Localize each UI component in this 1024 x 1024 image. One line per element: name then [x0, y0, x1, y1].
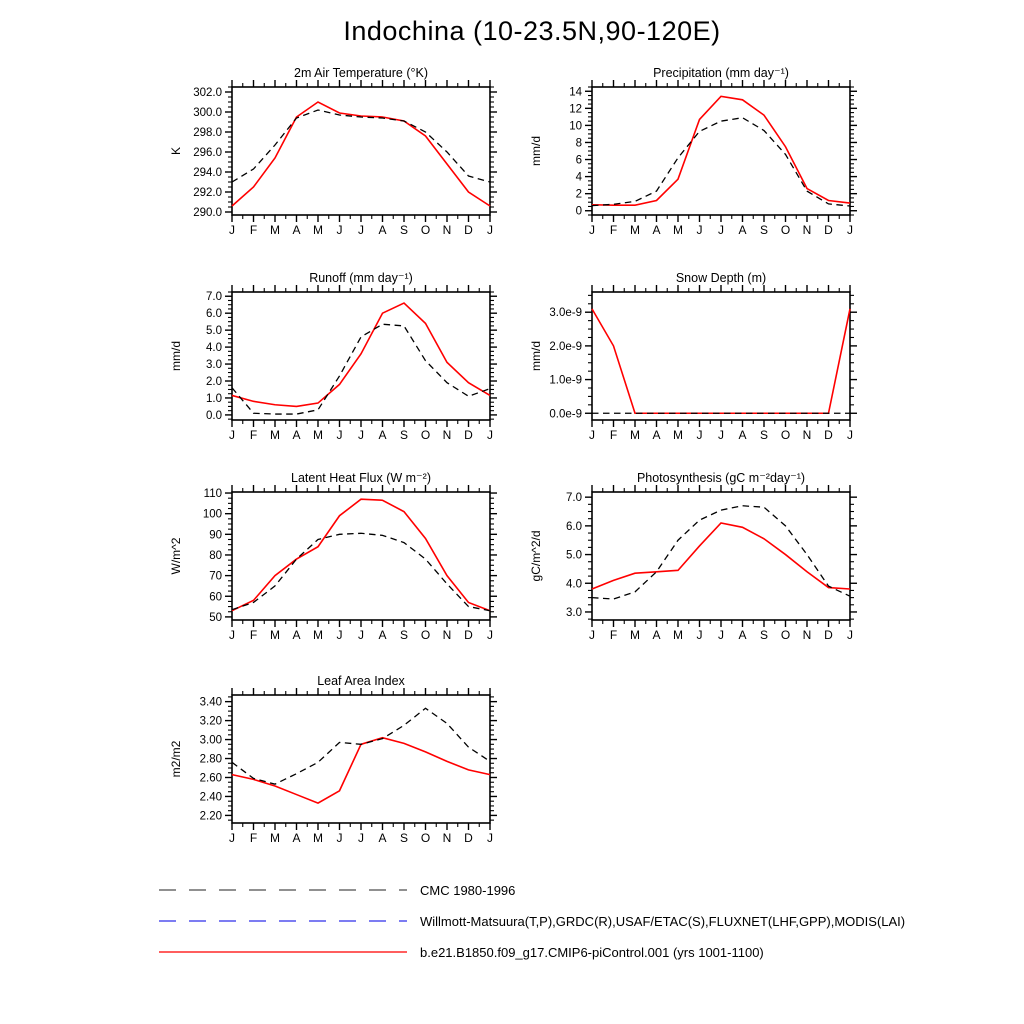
obs-series-line [232, 533, 490, 610]
panel-air-temperature [160, 63, 505, 245]
precipitation-chart [520, 63, 865, 245]
chart-title: Latent Heat Flux (W m⁻²) [291, 471, 431, 485]
svg-text:F: F [609, 428, 618, 442]
svg-text:J: J [696, 223, 703, 237]
axis-ticks [225, 80, 497, 222]
air-temperature-chart [160, 63, 505, 245]
svg-text:A: A [292, 831, 301, 845]
svg-text:M: M [313, 428, 323, 442]
svg-text:D: D [464, 628, 473, 642]
svg-text:4: 4 [575, 171, 582, 184]
leaf-area-index-chart [160, 671, 505, 853]
dashed-line-swatch [158, 887, 408, 893]
svg-text:N: N [442, 428, 452, 442]
svg-text:F: F [249, 223, 258, 237]
svg-text:14: 14 [569, 86, 582, 99]
model-series-line [592, 523, 850, 589]
model-series-line [232, 738, 490, 803]
model-series-line [232, 303, 490, 406]
y-tick-labels [549, 307, 582, 420]
svg-text:110: 110 [203, 488, 222, 501]
svg-text:3.0: 3.0 [566, 606, 582, 619]
plot-frame [592, 87, 850, 215]
svg-text:N: N [802, 628, 812, 642]
y-tick-labels [200, 697, 222, 823]
svg-text:D: D [464, 831, 473, 845]
latent-heat-flux-chart [160, 468, 505, 650]
svg-text:0.0e-9: 0.0e-9 [549, 408, 582, 421]
y-tick-labels [566, 492, 582, 619]
svg-text:2.80: 2.80 [199, 753, 222, 766]
svg-text:D: D [464, 223, 473, 237]
y-axis-label: gC/m^2/d [529, 530, 543, 582]
legend-item-cmc [158, 880, 1018, 900]
svg-text:O: O [780, 628, 791, 642]
x-tick-labels [589, 223, 853, 237]
svg-text:2.0: 2.0 [206, 376, 222, 389]
axis-ticks [585, 285, 857, 427]
plot-frame [232, 695, 490, 823]
chart-title: 2m Air Temperature (°K) [294, 66, 428, 80]
svg-text:3.40: 3.40 [199, 696, 222, 709]
svg-text:3.00: 3.00 [199, 734, 222, 747]
dashed-line-swatch [158, 918, 408, 924]
svg-text:J: J [229, 628, 235, 642]
svg-text:7.0: 7.0 [206, 291, 222, 304]
svg-text:2.20: 2.20 [199, 810, 222, 823]
svg-text:M: M [673, 628, 683, 642]
svg-text:S: S [759, 628, 769, 642]
svg-text:294.0: 294.0 [193, 167, 222, 179]
svg-text:D: D [824, 628, 833, 642]
svg-text:J: J [229, 831, 235, 845]
panel-leaf-area-index [160, 671, 505, 853]
svg-text:J: J [358, 831, 364, 845]
svg-text:A: A [378, 831, 387, 845]
svg-text:J: J [358, 428, 364, 442]
svg-text:M: M [270, 428, 280, 442]
svg-text:N: N [802, 223, 812, 237]
svg-text:300.0: 300.0 [193, 107, 222, 119]
axis-ticks [225, 485, 497, 627]
svg-text:J: J [847, 223, 853, 237]
svg-text:N: N [802, 428, 812, 442]
photosynthesis-chart [520, 468, 865, 650]
y-tick-labels [569, 86, 582, 217]
panel-precipitation [520, 63, 865, 245]
svg-text:J: J [336, 628, 343, 642]
svg-text:M: M [270, 831, 280, 845]
snow-depth-chart [520, 268, 865, 450]
svg-text:3.0: 3.0 [206, 359, 222, 372]
svg-text:J: J [358, 628, 364, 642]
svg-text:D: D [464, 428, 473, 442]
svg-text:M: M [630, 428, 640, 442]
obs-series-line [592, 506, 850, 599]
svg-text:4.0: 4.0 [566, 578, 582, 591]
svg-text:O: O [420, 428, 431, 442]
svg-text:7.0: 7.0 [566, 492, 582, 505]
svg-text:0.0: 0.0 [206, 409, 222, 422]
axis-ticks [225, 688, 497, 830]
svg-text:2.0e-9: 2.0e-9 [549, 340, 582, 353]
legend-item-willmott [158, 911, 1018, 931]
svg-text:J: J [487, 428, 493, 442]
svg-text:J: J [589, 223, 595, 237]
svg-text:10: 10 [569, 120, 582, 133]
svg-text:80: 80 [209, 549, 222, 562]
legend-item-model [158, 942, 1018, 962]
svg-text:F: F [249, 628, 258, 642]
svg-text:S: S [399, 223, 409, 237]
y-tick-labels [203, 488, 222, 624]
svg-text:J: J [336, 831, 343, 845]
y-axis-label: mm/d [529, 136, 543, 166]
svg-text:8: 8 [575, 137, 582, 150]
x-tick-labels [589, 428, 853, 442]
y-axis-label: m2/m2 [169, 740, 183, 778]
svg-text:N: N [442, 831, 452, 845]
svg-text:S: S [399, 628, 409, 642]
svg-text:F: F [609, 628, 618, 642]
svg-text:A: A [378, 628, 387, 642]
svg-text:O: O [780, 223, 791, 237]
svg-text:6.0: 6.0 [566, 520, 582, 533]
svg-text:M: M [673, 428, 683, 442]
legend-label: b.e21.B1850.f09_g17.CMIP6-piControl.001 (yrs 1001-1100) [420, 944, 764, 960]
legend [158, 880, 1018, 973]
page-title: Indochina (10-23.5N,90-120E) [343, 16, 721, 46]
obs-series-line [592, 118, 850, 206]
svg-text:J: J [336, 428, 343, 442]
x-tick-labels [229, 628, 493, 642]
axis-ticks [585, 485, 857, 627]
svg-text:4.0: 4.0 [206, 342, 222, 355]
plot-frame [232, 292, 490, 420]
svg-text:0: 0 [575, 205, 582, 218]
svg-text:J: J [487, 831, 493, 845]
svg-text:O: O [420, 223, 431, 237]
svg-text:A: A [378, 428, 387, 442]
svg-text:N: N [442, 628, 452, 642]
svg-text:3.0e-9: 3.0e-9 [549, 307, 582, 320]
x-tick-labels [229, 831, 493, 845]
svg-text:290.0: 290.0 [193, 207, 222, 219]
svg-text:3.20: 3.20 [199, 715, 222, 728]
legend-label: Willmott-Matsuura(T,P),GRDC(R),USAF/ETAC(S),FLUXNET(LHF,GPP),MODIS(LAI) [420, 913, 906, 929]
svg-text:M: M [673, 223, 683, 237]
axis-ticks [225, 285, 497, 427]
svg-text:2: 2 [575, 188, 582, 201]
model-series-line [592, 96, 850, 205]
model-series-line [592, 309, 850, 413]
svg-text:70: 70 [209, 570, 222, 583]
svg-text:F: F [609, 223, 618, 237]
svg-text:S: S [759, 428, 769, 442]
svg-text:J: J [718, 223, 724, 237]
svg-text:S: S [399, 428, 409, 442]
svg-text:O: O [420, 628, 431, 642]
svg-text:302.0: 302.0 [193, 87, 222, 99]
panel-runoff [160, 268, 505, 450]
panel-snow-depth [520, 268, 865, 450]
y-axis-label: K [169, 146, 183, 156]
svg-text:J: J [487, 223, 493, 237]
svg-text:60: 60 [209, 591, 222, 604]
y-axis-label: W/m^2 [169, 537, 183, 575]
svg-text:F: F [249, 428, 258, 442]
svg-text:J: J [718, 628, 724, 642]
svg-text:J: J [358, 223, 364, 237]
plot-frame [232, 492, 490, 620]
x-tick-labels [229, 223, 493, 237]
svg-text:J: J [696, 628, 703, 642]
svg-text:12: 12 [569, 103, 582, 116]
svg-text:D: D [824, 428, 833, 442]
svg-text:F: F [249, 831, 258, 845]
svg-text:M: M [270, 628, 280, 642]
svg-text:O: O [420, 831, 431, 845]
svg-text:M: M [270, 223, 280, 237]
svg-text:S: S [759, 223, 769, 237]
svg-text:296.0: 296.0 [193, 147, 222, 159]
y-tick-labels [193, 87, 222, 219]
svg-text:S: S [399, 831, 409, 845]
svg-text:A: A [738, 223, 747, 237]
svg-text:M: M [630, 628, 640, 642]
chart-title: Runoff (mm day⁻¹) [309, 271, 413, 285]
svg-text:2.40: 2.40 [199, 791, 222, 804]
chart-title: Leaf Area Index [317, 674, 405, 688]
svg-text:M: M [313, 223, 323, 237]
svg-text:50: 50 [209, 611, 222, 624]
svg-text:J: J [696, 428, 703, 442]
svg-text:J: J [847, 628, 853, 642]
legend-label: CMC 1980-1996 [420, 882, 516, 898]
svg-text:A: A [738, 428, 747, 442]
y-axis-label: mm/d [529, 341, 543, 371]
svg-text:A: A [652, 223, 661, 237]
svg-text:J: J [487, 628, 493, 642]
svg-text:292.0: 292.0 [193, 187, 222, 199]
x-tick-labels [229, 428, 493, 442]
svg-text:A: A [652, 628, 661, 642]
panel-latent-heat-flux [160, 468, 505, 650]
svg-text:A: A [738, 628, 747, 642]
svg-text:A: A [652, 428, 661, 442]
svg-text:M: M [313, 831, 323, 845]
svg-text:N: N [442, 223, 452, 237]
solid-line-swatch [158, 949, 408, 955]
svg-text:5.0: 5.0 [566, 549, 582, 562]
svg-text:1.0: 1.0 [206, 392, 222, 405]
svg-text:M: M [313, 628, 323, 642]
runoff-chart [160, 268, 505, 450]
obs-series-line [232, 110, 490, 182]
svg-text:1.0e-9: 1.0e-9 [549, 374, 582, 387]
chart-title: Precipitation (mm day⁻¹) [653, 66, 789, 80]
chart-title: Photosynthesis (gC m⁻²day⁻¹) [636, 471, 806, 485]
svg-text:298.0: 298.0 [193, 127, 222, 139]
chart-title: Snow Depth (m) [675, 271, 767, 285]
panel-photosynthesis [520, 468, 865, 650]
svg-text:2.60: 2.60 [199, 772, 222, 785]
obs-series-line [232, 324, 490, 414]
svg-text:M: M [630, 223, 640, 237]
svg-text:90: 90 [209, 529, 222, 542]
axis-ticks [585, 80, 857, 222]
y-tick-labels [206, 291, 222, 422]
svg-text:J: J [718, 428, 724, 442]
plot-frame [592, 492, 850, 620]
svg-text:O: O [780, 428, 791, 442]
x-tick-labels [589, 628, 853, 642]
svg-text:A: A [292, 223, 301, 237]
svg-text:6.0: 6.0 [206, 308, 222, 321]
svg-text:J: J [229, 428, 235, 442]
svg-text:J: J [589, 628, 595, 642]
svg-text:J: J [229, 223, 235, 237]
y-axis-label: mm/d [169, 341, 183, 371]
svg-text:5.0: 5.0 [206, 325, 222, 338]
svg-text:D: D [824, 223, 833, 237]
svg-text:A: A [378, 223, 387, 237]
svg-text:J: J [589, 428, 595, 442]
plot-frame [232, 87, 490, 215]
svg-text:A: A [292, 428, 301, 442]
model-series-line [232, 499, 490, 610]
svg-text:6: 6 [575, 154, 582, 167]
svg-text:A: A [292, 628, 301, 642]
svg-text:J: J [847, 428, 853, 442]
svg-text:J: J [336, 223, 343, 237]
svg-text:100: 100 [202, 508, 222, 521]
